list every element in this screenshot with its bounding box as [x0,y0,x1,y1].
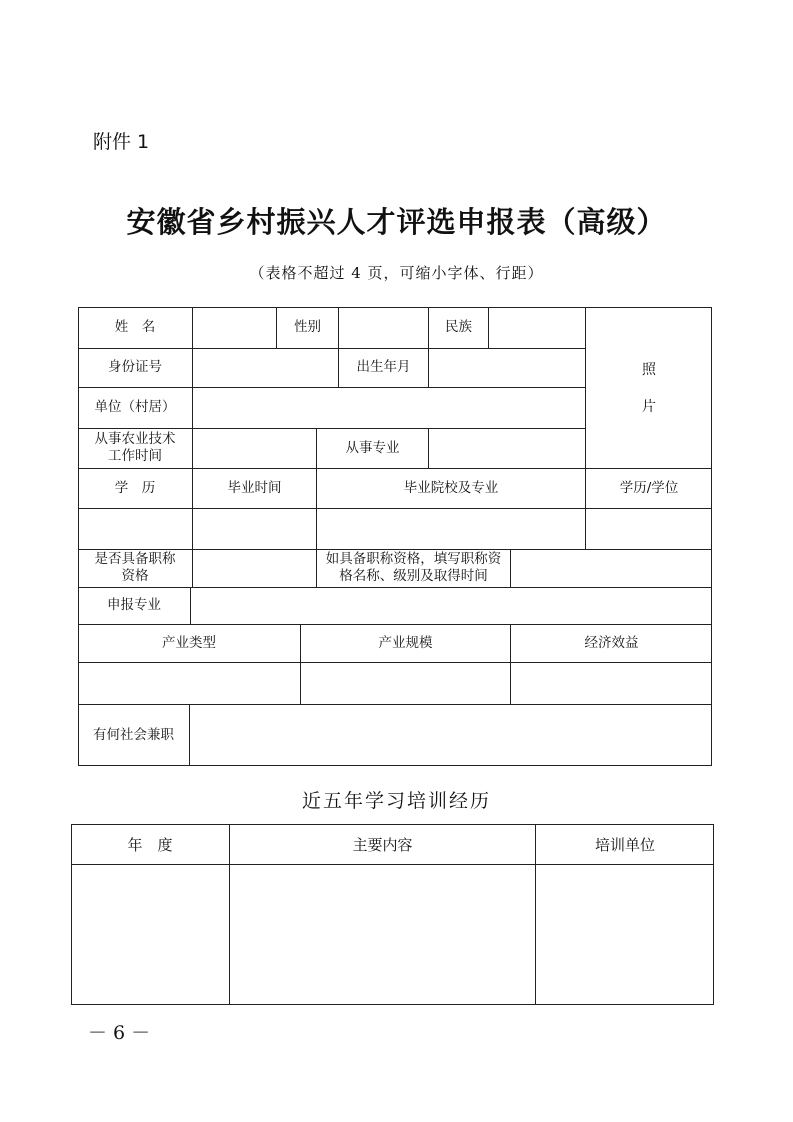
ethnicity-field[interactable] [489,307,585,348]
training-year-field[interactable] [71,865,229,1004]
apply-major-label: 申报专业 [107,597,161,613]
id-number-label: 身份证号 [108,359,162,375]
ethnicity-label: 民族 [445,319,472,335]
industry-type-field[interactable] [78,662,300,704]
gender-label: 性别 [294,319,321,335]
education-label: 学 历 [114,479,156,496]
industry-scale-label: 产业规模 [378,634,433,651]
specialty-field[interactable] [429,428,585,468]
form-title: 安徽省乡村振兴人才评选申报表（高级） [126,205,667,239]
apply-major-field[interactable] [191,587,712,624]
education-field[interactable] [78,508,192,549]
agri-work-time-field[interactable] [193,428,316,468]
degree-label: 学历/学位 [619,479,679,496]
photo-label-char-2: 片 [642,399,656,415]
training-org-header: 培训单位 [594,835,655,854]
economic-benefit-field[interactable] [511,662,712,704]
unit-field[interactable] [193,387,585,428]
training-content-field[interactable] [230,865,535,1004]
degree-field[interactable] [586,508,712,549]
training-section-title: 近五年学习培训经历 [301,790,491,812]
title-qualification-label: 是否具备职称 资格 [94,551,176,584]
name-field[interactable] [193,307,276,348]
photo-box[interactable] [586,350,712,428]
economic-benefit-label: 经济效益 [584,634,639,651]
graduation-school-label: 毕业院校及专业 [403,479,499,496]
graduation-time-label: 毕业时间 [227,479,282,496]
form-note: （表格不超过 4 页，可缩小字体、行距） [249,264,544,282]
training-org-field[interactable] [536,865,714,1004]
agri-work-time-label: 从事农业技术 工作时间 [94,431,176,464]
training-year-header: 年 度 [127,835,173,854]
gender-field[interactable] [339,307,428,348]
title-detail-label: 如具备职称资格，填写职称资 格名称、级别及取得时间 [325,551,502,584]
graduation-school-field[interactable] [317,508,585,549]
photo-label-char-1: 照 [642,362,656,378]
attachment-label: 附件 1 [93,131,150,153]
graduation-time-field[interactable] [193,508,316,549]
name-label: 姓 名 [114,319,156,335]
industry-type-label: 产业类型 [162,634,216,651]
title-detail-field[interactable] [511,549,712,587]
specialty-label: 从事专业 [345,439,400,456]
birth-date-field[interactable] [429,348,585,387]
birth-date-label: 出生年月 [356,359,411,375]
industry-scale-field[interactable] [301,662,510,704]
title-qualification-field[interactable] [193,549,316,587]
unit-label: 单位（村居） [94,399,176,415]
social-role-field[interactable] [190,704,712,766]
id-number-field[interactable] [193,348,338,387]
page-number: － 6 － [88,1022,151,1044]
social-role-label: 有何社会兼职 [93,726,174,743]
training-content-header: 主要内容 [352,835,413,854]
